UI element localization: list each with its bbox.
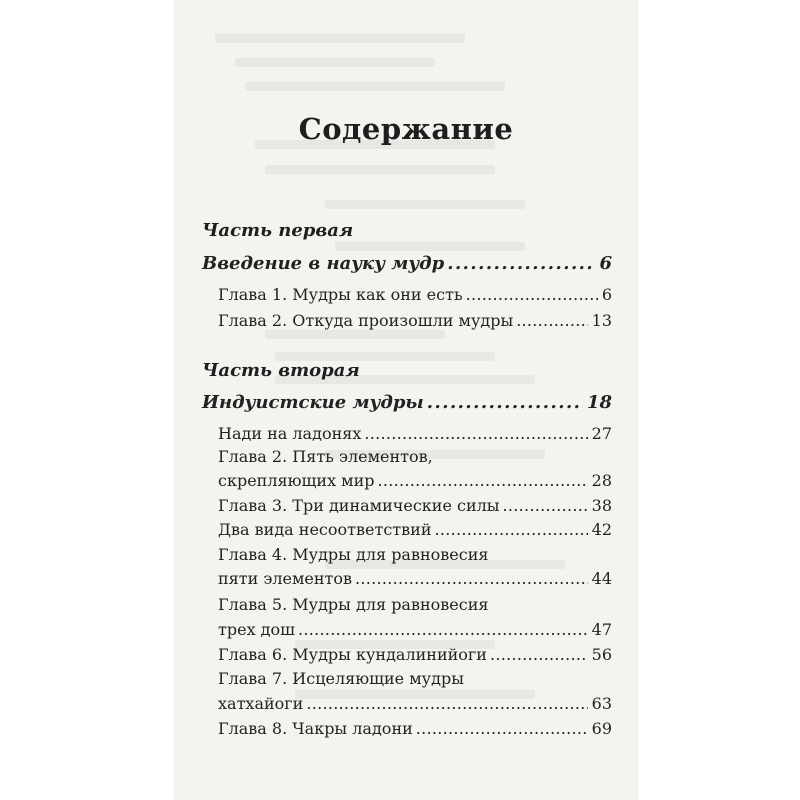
page-number: 42	[591, 520, 612, 539]
dot-leader	[490, 645, 588, 664]
part-heading: Индуистские мудры	[202, 392, 424, 413]
dot-leader	[298, 620, 588, 639]
toc-entry	[218, 520, 612, 539]
toc-entry	[218, 569, 612, 588]
page-number: 13	[591, 311, 612, 330]
dot-leader	[447, 253, 595, 274]
entry-title-line1: Глава 7. Исцеляющие мудры	[218, 669, 464, 688]
part-heading-row	[202, 392, 612, 413]
dot-leader	[416, 719, 588, 738]
entry-title-line1: Глава 5. Мудры для равновесия	[218, 595, 489, 614]
entry-title: Глава 1. Мудры как они есть	[218, 285, 463, 304]
toc-entry	[218, 645, 612, 664]
toc-entry	[218, 496, 612, 515]
toc-entry	[218, 719, 612, 738]
toc-entry	[218, 311, 612, 330]
entry-title: скрепляющих мир	[218, 471, 375, 490]
page-number: 28	[591, 471, 612, 490]
part-label: Часть вторая	[202, 360, 360, 381]
entry-title: Глава 3. Три динамические силы	[218, 496, 500, 515]
page-number: 47	[591, 620, 612, 639]
page-number: 56	[591, 645, 612, 664]
dot-leader	[434, 520, 587, 539]
page-number: 63	[591, 694, 612, 713]
toc-entry	[218, 285, 612, 304]
page-number: 18	[586, 392, 612, 413]
entry-title: Глава 6. Мудры кундалинийоги	[218, 645, 487, 664]
entry-title-line1: Глава 2. Пять элементов,	[218, 447, 433, 466]
dot-leader	[364, 424, 587, 443]
entry-title: Глава 2. Откуда произошли мудры	[218, 311, 514, 330]
toc-entry	[218, 424, 612, 443]
entry-title: Два вида несоответствий	[218, 520, 432, 539]
page-title: Содержание	[298, 112, 514, 146]
toc-entry	[218, 620, 612, 639]
dot-leader	[466, 285, 598, 304]
dot-leader	[516, 311, 587, 330]
dot-leader	[355, 569, 588, 588]
entry-title: трех дош	[218, 620, 296, 639]
book-page	[175, 0, 637, 800]
toc-entry	[218, 694, 612, 713]
entry-title: пяти элементов	[218, 569, 353, 588]
entry-title: Глава 8. Чакры ладони	[218, 719, 413, 738]
page-number: 27	[591, 424, 612, 443]
page-number: 69	[591, 719, 612, 738]
page-number: 44	[591, 569, 612, 588]
entry-title-line1: Глава 4. Мудры для равновесия	[218, 545, 489, 564]
toc-entry	[218, 471, 612, 490]
page-number: 38	[591, 496, 612, 515]
page-number: 6	[599, 253, 612, 274]
dot-leader	[427, 392, 583, 413]
part-heading: Введение в науку мудр	[202, 253, 445, 274]
entry-title: Нади на ладонях	[218, 424, 362, 443]
dot-leader	[306, 694, 587, 713]
part-label: Часть первая	[202, 220, 354, 241]
dot-leader	[378, 471, 588, 490]
part-heading-row	[202, 253, 612, 274]
page-number: 6	[601, 285, 612, 304]
dot-leader	[503, 496, 588, 515]
entry-title: хатхайоги	[218, 694, 304, 713]
